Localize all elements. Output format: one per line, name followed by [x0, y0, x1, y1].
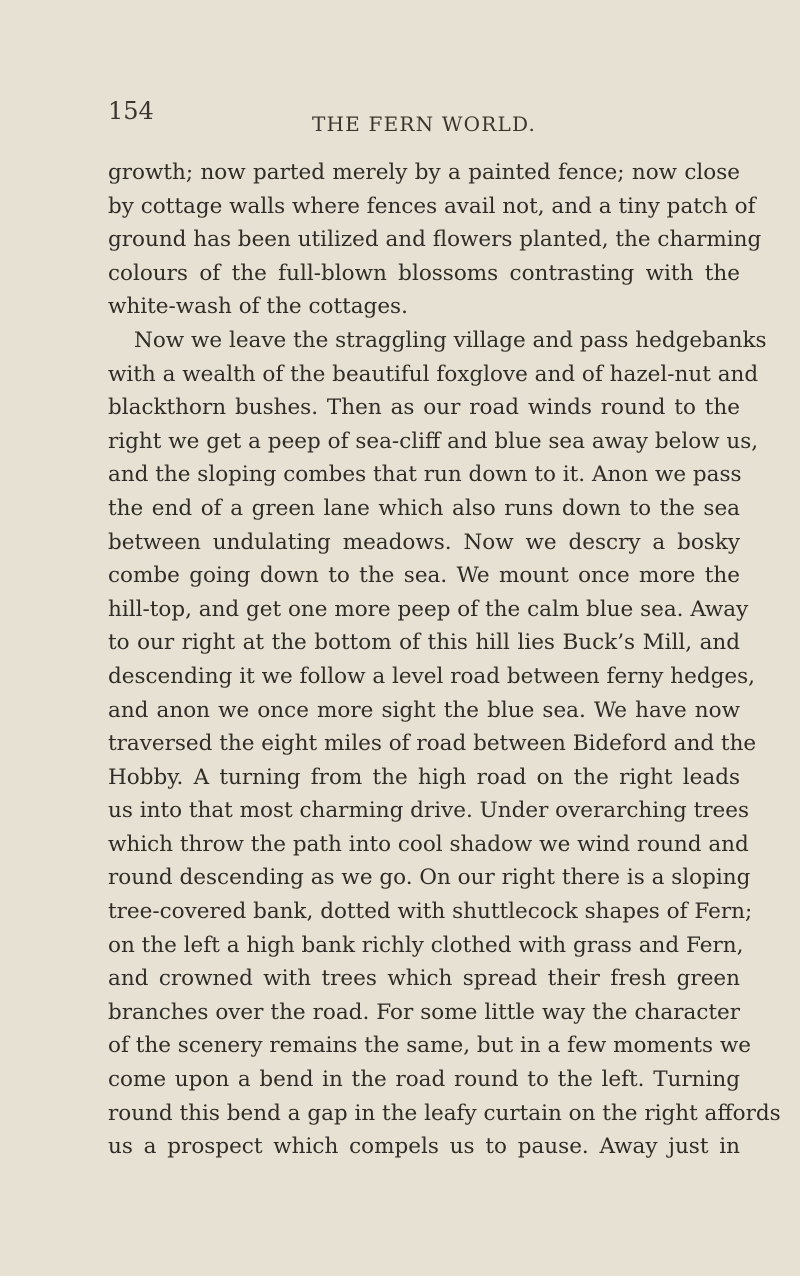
text-line: and anon we once more sight the blue sea. We have now [108, 697, 740, 723]
text-line: growth; now parted merely by a painted fence; now close [108, 160, 740, 185]
text-line: round this bend a gap in the leafy curtain on the right affords [108, 1100, 781, 1126]
text-line: of the scenery remains the same, but in a few moments we [108, 1033, 752, 1059]
text-line: and crowned with trees which spread their fresh green [108, 966, 740, 992]
text-line: tree-covered bank, dotted with shuttlecock shapes of Fern; [108, 899, 753, 925]
text-line: blackthorn bushes. Then as our road winds round to the [108, 395, 740, 421]
text-line: white-wash of the cottages. [108, 294, 408, 320]
page-number: 154 [108, 97, 154, 125]
text-line: colours of the full-blown blossoms contrasting with the [108, 260, 740, 286]
text-line: branches over the road. For some little way the character [108, 999, 740, 1025]
text-line: and the sloping combes that run down to it. Anon we pass [108, 462, 742, 488]
text-line: right we get a peep of sea-cliff and blue sea away below us, [108, 428, 759, 454]
text-line: Hobby. A turning from the high road on the right leads [108, 764, 740, 790]
text-line: us a prospect which compels us to pause. Away just in [108, 1134, 740, 1160]
text-line: come upon a bend in the road round to the left. Turning [108, 1067, 740, 1093]
text-line: hill-top, and get one more peep of the calm blue sea. Away [108, 596, 749, 622]
text-line: between undulating meadows. Now we descry a bosky [108, 529, 740, 555]
text-line: combe going down to the sea. We mount once more the [108, 563, 740, 589]
text-line: traversed the eight miles of road between Bideford and the [108, 731, 757, 757]
text-line: descending it we follow a level road between ferny hedges, [108, 663, 755, 689]
text-line: to our right at the bottom of this hill lies Buck’s Mill, and [108, 630, 740, 656]
text-line: with a wealth of the beautiful foxglove and of hazel-nut and [108, 361, 759, 387]
text-line: on the left a high bank richly clothed with grass and Fern, [108, 932, 744, 958]
text-line: the end of a green lane which also runs down to the sea [108, 495, 740, 521]
text-line: round descending as we go. On our right there is a sloping [108, 865, 751, 891]
text-line: which throw the path into cool shadow we wind round and [108, 831, 749, 857]
body-text [108, 156, 781, 1164]
page-header [0, 0, 800, 140]
text-line: Now we leave the straggling village and pass hedgebanks [134, 327, 767, 353]
text-line: by cottage walls where fences avail not, and a tiny patch of [108, 193, 756, 219]
text-line: ground has been utilized and flowers planted, the charming [108, 227, 762, 253]
running-title: THE FERN WORLD. [312, 112, 537, 136]
text-line: us into that most charming drive. Under overarching trees [108, 798, 749, 824]
